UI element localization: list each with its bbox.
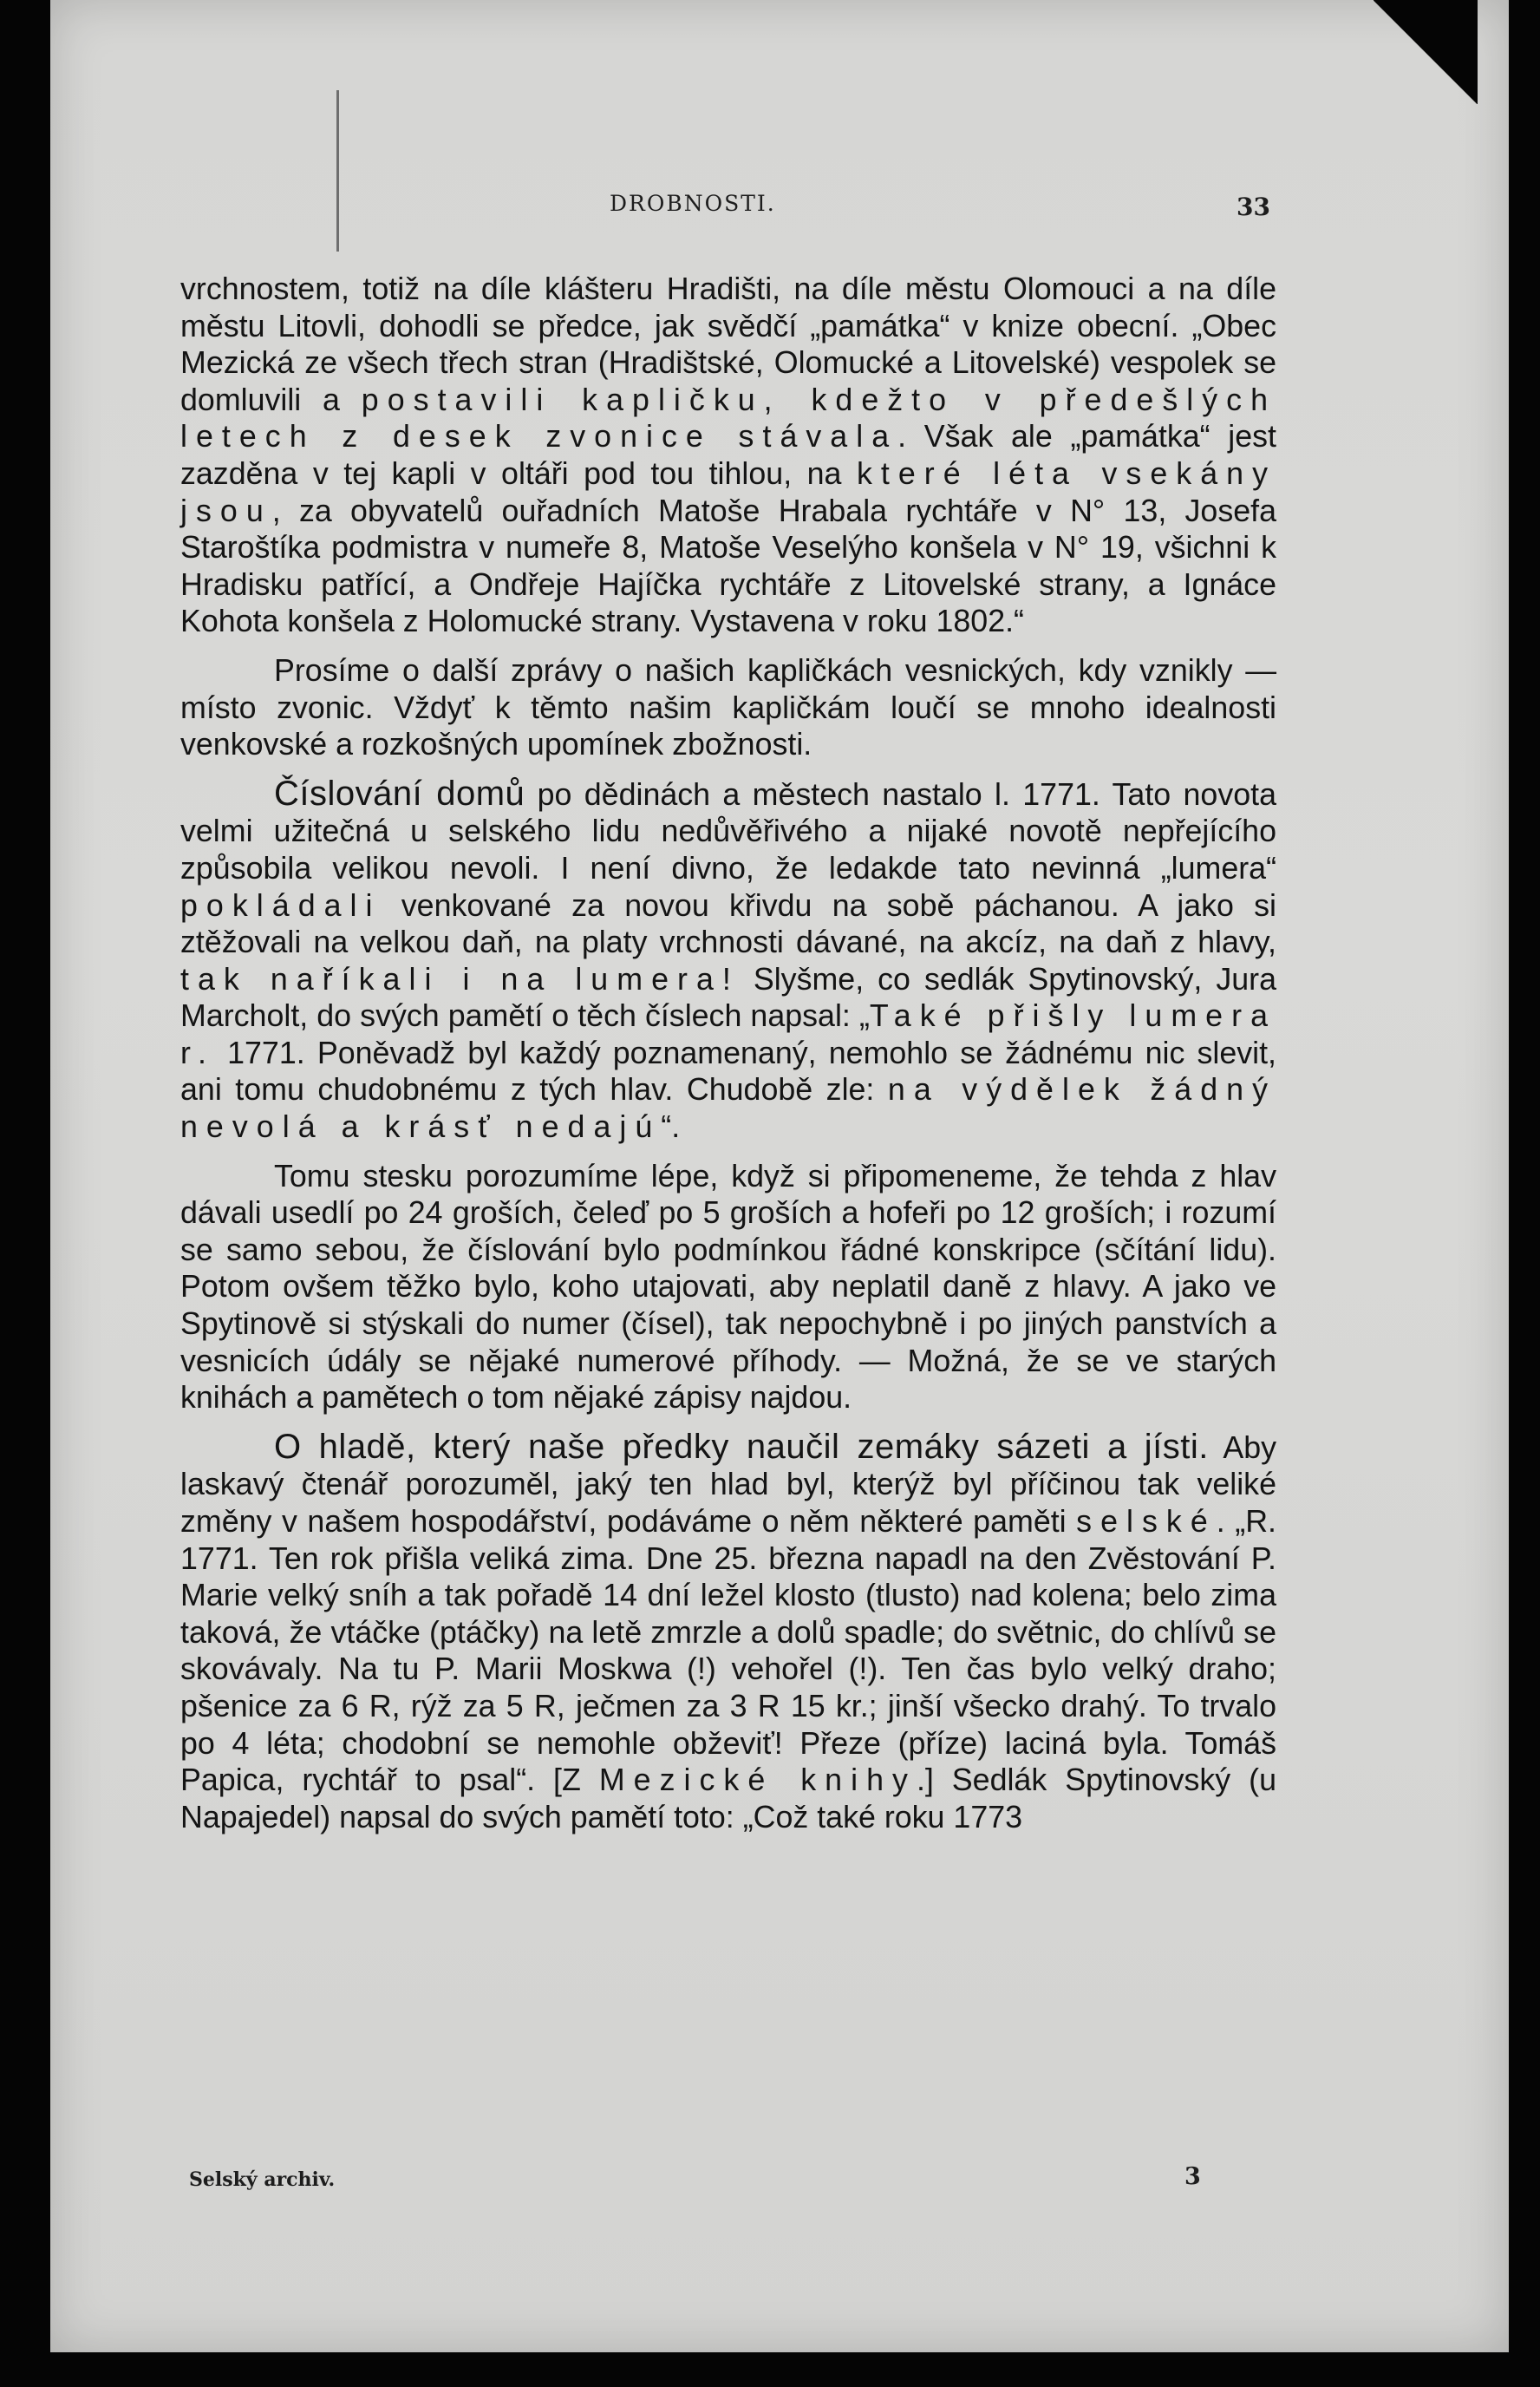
spaced-emphasis: které léta vsekány jsou [180,455,1276,528]
spaced-emphasis: pokládali [180,887,382,923]
text-run: “. [661,1109,681,1145]
section-heading: O hladě, který naše předky naučil zemáky sázeti a jísti. [274,1427,1209,1466]
text-run: . „R. 1771. Ten rok přišla veliká zima. Dne 25. března napadl na den Zvěstování P. Marie velký sníh a tak pořadě 14 dní ležel klosto (tlusto) nad kolena; belo zima taková, že vtáčke (ptáčky) na letě zmrzle a dolů spadle; do světnic, do chlívů se skovávaly. Na tu P. Marii Moskwa (!) vehořel (!). Ten čas bylo velký draho; pšenice za 6 R, rýž za 5 R, ječmen za 3 R 15 kr.; jinší všecko drahý. To trvalo po 4 léta; chodobní se nemohle obževiť! Přeze (příze) laciná byla. Tomáš Papica, rychtář to psal“. [Z [180,1504,1276,1798]
paragraph [180,775,1276,1146]
spaced-emphasis: postavili kapličku, kdežto v předešlých letech z desek zvonice stávala [180,382,1277,455]
paragraph [180,271,1276,640]
text-run: , za obyvatelů ouřadních Matoše Hrabala rychtáře v N° 13, Josefa Staroštíka podmistra v numeře 8, Matoše Veselýho konšela v N° 19, všichni k Hradisku patřící, a Ondřeje Hajíčka rychtáře z Litovelské strany, a Ignáce Kohota konšela z Holomucké strany. Vystavena v roku 1802.“ [180,493,1276,639]
spaced-emphasis: Také přišly lumera r. [180,998,1276,1070]
paragraph [180,1429,1276,1836]
text-run: po dědinách a městech nastalo l. 1771. Tato novota velmi užitečná u selského lidu nedůvěřivého a nijaké novotě nepřejícího způsobila velikou nevoli. I není divno, že ledakde tato nevinná „lumera“ [180,776,1276,886]
margin-mark [336,90,339,252]
footer-signature: Selský archiv. [189,2168,336,2191]
text-run: vrchnostem, totiž na díle klášteru Hradišti, na díle městu Olomouci a na díle městu Litovli, dohodli se předce, jak svědčí „památka“ v knize obecní. „Obec Mezická ze všech třech stran (Hradištské, Olomucké a Litovelské) vespolek se domluvili a [180,271,1276,417]
running-head: DROBNOSTI. [610,191,776,216]
text-run: Slyšme, co sedlák Spytinovský, Jura Marcholt, do svých pamětí o těch číslech napsal: „ [180,961,1276,1034]
spaced-emphasis: selské [1076,1504,1217,1539]
text-run: Aby laskavý čtenář porozuměl, jaký ten hlad byl, kterýž byl příčinou tak veliké změny v našem hospodářství, podáváme o něm některé paměti [180,1429,1277,1539]
spaced-emphasis: na výdělek žádný nevolá a krásť nedajú [180,1072,1276,1145]
section-heading: Číslování domů [274,774,525,813]
footer-sheet-number: 3 [1184,2163,1201,2190]
page-number: 33 [1237,193,1270,221]
paragraph [180,1158,1276,1416]
text-run: venkované za novou křivdu na sobě páchanou. A jako si ztěžovali na velkou daň, na platy vrchnosti dávané, na akcíz, na daň z hlavy, [180,887,1276,960]
text-run: .] Sedlák Spytinovský (u Napajedel) napsal do svých pamětí toto: „Což také roku 1773 [180,1762,1276,1834]
text-run: 1771. Poněvadž byl každý poznamenaný, nemohlo se žádnému nic slevit, ani tomu chudobnému z tých hlav. Chudobě zle: [180,1035,1276,1108]
spaced-emphasis: tak naříkali i na lumera! [180,961,740,997]
text-run: Prosíme o další zprávy o našich kapličkách vesnických, kdy vznikly — místo zvonic. Vždyť k těmto našim kapličkám loučí se mnoho idealnosti venkovské a rozkošných upomínek zbožnosti. [180,652,1276,762]
spaced-emphasis: Mezické knihy [598,1762,917,1798]
body-text [180,271,1276,1835]
paragraph [180,652,1276,763]
text-run: . Však ale „památka“ jest zazděna v tej kapli v oltáři pod tou tihlou, na [180,419,1276,491]
torn-corner [1374,0,1478,104]
text-run: Tomu stesku porozumíme lépe, když si připomeneme, že tehda z hlav dávali usedlí po 24 groších, čeleď po 5 groších a hofeři po 12 groších; i rozumí se samo sebou, že číslování bylo podmínkou řádné konskripce (sčítání lidu). Potom ovšem těžko bylo, koho utajovati, aby neplatil daně z hlavy. A jako ve Spytinově si stýskali do numer (čísel), tak nepochybně i po jiných panstvích a vesnicích údály se nějaké numerové příhody. — Možná, že se ve starých knihách a pamětech o tom nějaké zápisy najdou. [180,1158,1276,1416]
